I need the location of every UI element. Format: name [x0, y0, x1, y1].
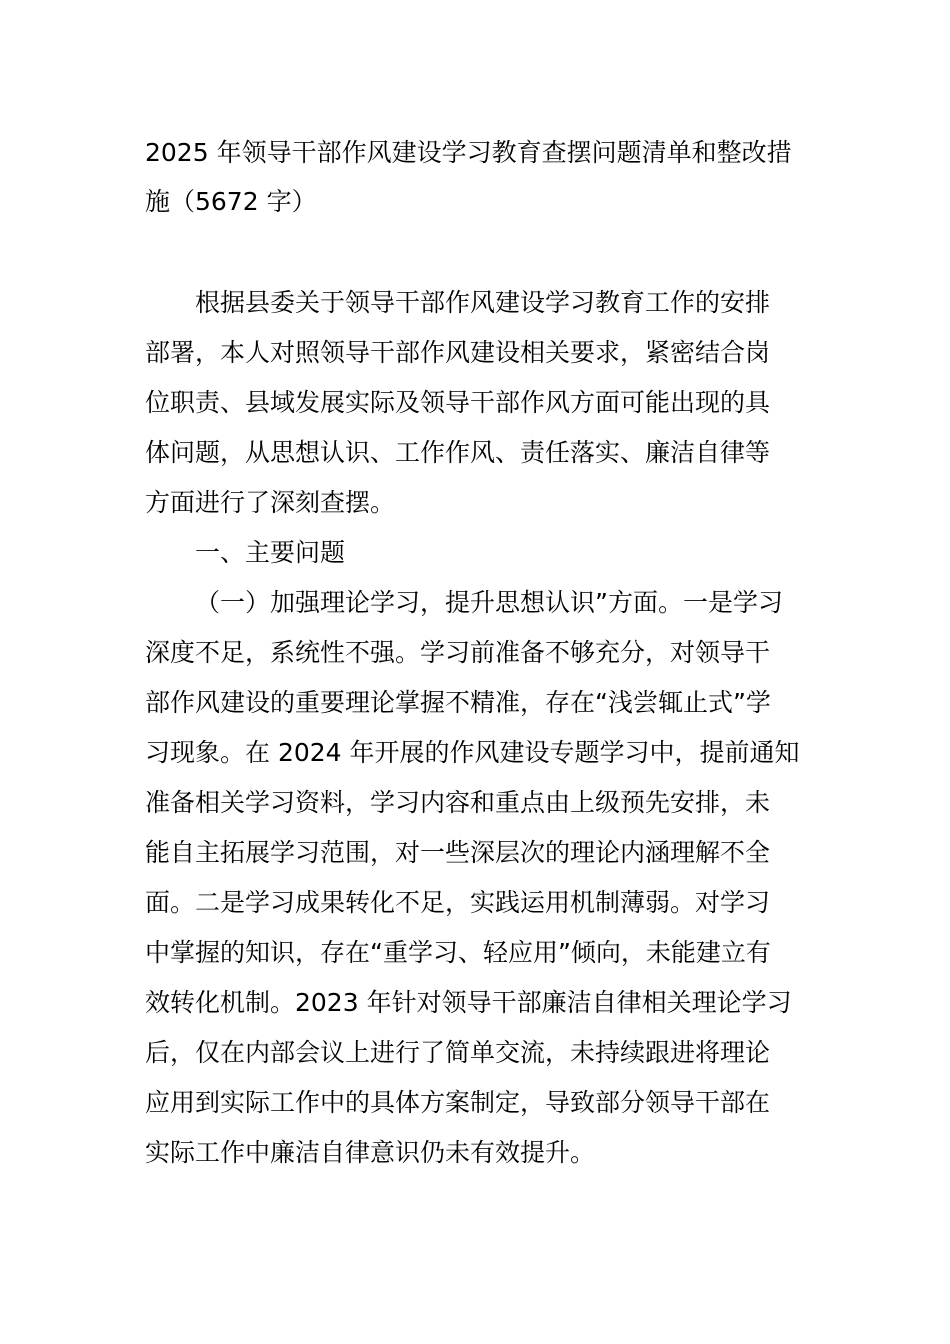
paragraph-line: 中掌握的知识，存在“重学习、轻应用”倾向，未能建立有 [145, 938, 771, 967]
paragraph-line: 能自主拓展学习范围，对一些深层次的理论内涵理解不全 [145, 838, 771, 867]
paragraph-line: 位职责、县域发展实际及领导干部作风方面可能出现的具 [145, 388, 771, 417]
paragraph-line: 根据县委关于领导干部作风建设学习教育工作的安排 [195, 288, 771, 317]
document-title [145, 128, 815, 226]
paragraph-line: 方面进行了深刻查摆。 [145, 488, 396, 517]
document-body [145, 278, 815, 1178]
paragraph-line: 效转化机制。2023 年针对领导干部廉洁自律相关理论学习 [145, 988, 792, 1017]
intro-paragraph [145, 278, 815, 528]
paragraph-line: 面。二是学习成果转化不足，实践运用机制薄弱。对学习 [145, 888, 771, 917]
paragraph-line: 应用到实际工作中的具体方案制定，导致部分领导干部在 [145, 1088, 771, 1117]
section-heading-main-problems [145, 528, 815, 578]
paragraph-line: 实际工作中廉洁自律意识仍未有效提升。 [145, 1138, 596, 1167]
title-line: 2025 年领导干部作风建设学习教育查摆问题清单和整改措 [145, 138, 792, 167]
paragraph-line: 体问题，从思想认识、工作作风、责任落实、廉洁自律等 [145, 438, 771, 467]
paragraph-line: 后，仅在内部会议上进行了简单交流，未持续跟进将理论 [145, 1038, 771, 1067]
paragraph-line: 习现象。在 2024 年开展的作风建设专题学习中，提前通知 [145, 738, 800, 767]
title-line: 施（5672 字） [145, 187, 317, 216]
subsection-paragraph-theory-study [145, 578, 815, 1178]
paragraph-line: 部署，本人对照领导干部作风建设相关要求，紧密结合岗 [145, 338, 771, 367]
paragraph-line: 深度不足，系统性不强。学习前准备不够充分，对领导干 [145, 638, 771, 667]
paragraph-line: （一）加强理论学习，提升思想认识”方面。一是学习 [195, 588, 783, 617]
section-heading: 一、主要问题 [195, 538, 346, 567]
paragraph-line: 部作风建设的重要理论掌握不精准，存在“浅尝辄止式”学 [145, 688, 771, 717]
paragraph-line: 准备相关学习资料，学习内容和重点由上级预先安排，未 [145, 788, 771, 817]
